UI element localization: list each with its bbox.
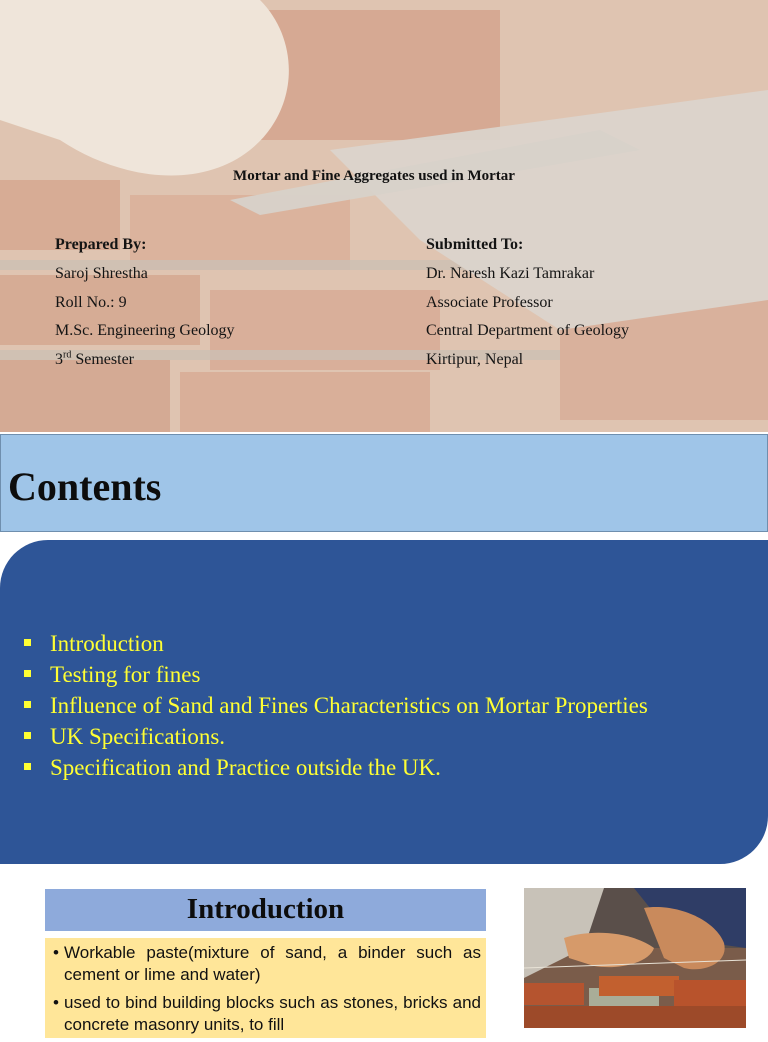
title-slide-text (0, 0, 768, 432)
program-name: M.Sc. Engineering Geology (55, 322, 235, 340)
introduction-title: Introduction (186, 893, 345, 925)
introduction-header-bar (45, 889, 486, 931)
contents-item (22, 690, 648, 721)
introduction-bullet-text: Workable paste(mixture of sand, a binder such as cement or lime and water) (64, 943, 481, 984)
square-bullet-icon (24, 670, 31, 677)
prepared-by-block (55, 231, 235, 375)
contents-item (22, 628, 648, 659)
contents-item (22, 752, 648, 783)
presentation-title: Mortar and Fine Aggregates used in Mortar (233, 168, 515, 184)
title-slide (0, 0, 768, 432)
introduction-bullet (53, 992, 481, 1036)
introduction-list (53, 942, 481, 1042)
introduction-bullet-text: used to bind building blocks such as stones, bricks and concrete masonry units, to fill (64, 993, 481, 1034)
bullet-dot-icon: • (53, 943, 59, 962)
supervisor-title: Associate Professor (426, 293, 553, 311)
introduction-bullet (53, 942, 481, 986)
square-bullet-icon (24, 639, 31, 646)
semester (55, 346, 235, 375)
semester-number: 3 (55, 351, 63, 369)
semester-suffix: rd (63, 349, 72, 361)
introduction-slide (0, 864, 768, 1034)
department: Central Department of Geology (426, 322, 630, 340)
roll-number: Roll No.: 9 (55, 293, 127, 311)
introduction-text-box (45, 938, 486, 1038)
contents-item-label: Specification and Practice outside the UK. (50, 755, 441, 780)
square-bullet-icon (24, 732, 31, 739)
contents-slide (0, 432, 768, 864)
submitted-to-heading: Submitted To: (426, 236, 524, 253)
author-name: Saroj Shrestha (55, 264, 148, 282)
contents-item (22, 659, 648, 690)
contents-list (22, 628, 648, 783)
contents-item (22, 721, 648, 752)
contents-item-label: Introduction (50, 631, 164, 656)
bricklayer-photo (524, 888, 746, 1028)
location: Kirtipur, Nepal (426, 351, 524, 369)
bullet-dot-icon: • (53, 993, 59, 1012)
square-bullet-icon (24, 701, 31, 708)
contents-item-label: Testing for fines (50, 662, 201, 687)
contents-item-label: Influence of Sand and Fines Characteristics on Mortar Properties (50, 693, 648, 718)
supervisor-name: Dr. Naresh Kazi Tamrakar (426, 264, 595, 282)
contents-title: Contents (8, 464, 162, 509)
submitted-to-block (426, 231, 629, 375)
semester-word: Semester (71, 351, 134, 369)
contents-item-label: UK Specifications. (50, 724, 226, 749)
prepared-by-heading: Prepared By: (55, 236, 147, 253)
contents-header-bar (0, 434, 768, 532)
square-bullet-icon (24, 763, 31, 770)
